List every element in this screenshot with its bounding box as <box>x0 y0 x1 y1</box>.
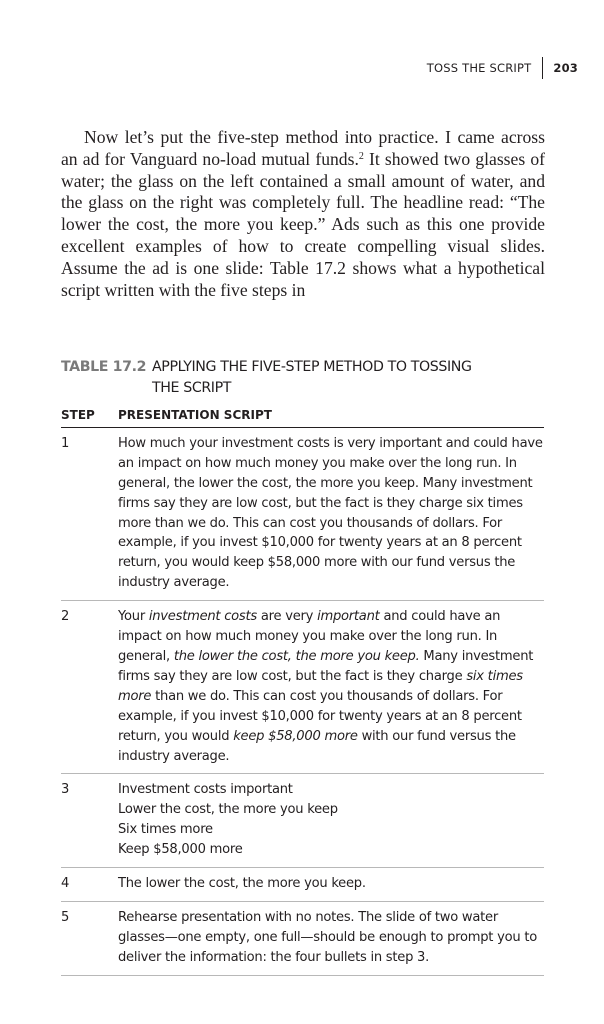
script-segment: and could have an impact on how much money you make over the long run. In general, <box>118 609 501 664</box>
script-text: Rehearse presentation with no notes. The slide of two water glasses—one empty, one full—should be enough to prompt you to deliver the information: the four bullets in step 3. <box>118 901 544 975</box>
script-text: The lower the cost, the more you keep. <box>118 868 544 902</box>
footnote-reference: 2 <box>358 150 364 162</box>
script-text <box>118 601 544 774</box>
script-segment: than we do. This can cost you thousands of dollars. For example, if you invest $10,000 for twenty years at an 8 percent return, you would <box>118 688 522 744</box>
script-emphasis: the lower the cost, the more you keep. <box>173 648 420 664</box>
script-segment: are very <box>256 609 318 625</box>
column-header-script: PRESENTATION SCRIPT <box>118 406 544 427</box>
step-number: 3 <box>61 774 118 868</box>
script-segment: Many investment firms say they are low cost, but the fact is they charge <box>118 648 534 684</box>
script-bullets <box>118 774 544 868</box>
script-emphasis: keep $58,000 more <box>233 728 358 744</box>
column-header-step: STEP <box>61 406 118 427</box>
table-caption <box>61 357 545 399</box>
page-number: 203 <box>553 61 578 75</box>
bullet-line: Investment costs important <box>118 782 293 798</box>
table-row <box>61 774 544 868</box>
step-number: 2 <box>61 601 118 774</box>
running-title: TOSS THE SCRIPT <box>426 61 532 75</box>
running-head <box>427 57 578 79</box>
script-emphasis: important <box>317 609 380 625</box>
bullet-line: Keep $58,000 more <box>118 842 243 858</box>
script-emphasis: six times more <box>118 668 523 704</box>
bullet-line: Lower the cost, the more you keep <box>118 802 338 818</box>
step-number: 1 <box>61 427 118 600</box>
table-row <box>61 601 544 774</box>
script-segment: with our fund versus the industry average. <box>118 728 516 764</box>
table-row <box>61 868 544 902</box>
bullet-line: Six times more <box>118 822 213 838</box>
body-paragraph <box>61 127 545 301</box>
header-divider <box>542 57 543 79</box>
table-header-row <box>61 406 544 427</box>
body-text-part-2: It showed two glasses of water; the glass on the left contained a small amount of water, and the glass on the right was completely full. The headline read: “The lower the cost, the more you keep.” Ads such as this one provide excellent examples of how to create compelling visual slides. Assume the ad is one slide: Table 17.2 shows what a hypothetical script written with the five steps in <box>61 148 545 300</box>
body-text-part-1: Now let’s put the five-step method into practice. I came across an ad for Vanguard no-load mutual funds. <box>61 127 545 169</box>
script-segment: Your <box>118 609 149 625</box>
table-row <box>61 427 544 600</box>
step-number: 5 <box>61 901 118 975</box>
table-row <box>61 901 544 975</box>
step-number: 4 <box>61 868 118 902</box>
steps-table <box>61 406 544 976</box>
table-number: TABLE 17.2 <box>61 359 147 375</box>
script-text: How much your investment costs is very important and could have an impact on how much money you make over the long run. In general, the lower the cost, the more you keep. Many investment firms say they are low cost, but the fact is they charge six times more than we do. This can cost you thousands of dollars. For example, if you invest $10,000 for twenty years at an 8 percent return, you would keep $58,000 more with our fund versus the industry average. <box>118 427 544 600</box>
table-title: APPLYING THE FIVE-STEP METHOD TO TOSSING THE SCRIPT <box>152 359 472 396</box>
script-emphasis: investment costs <box>148 609 257 625</box>
